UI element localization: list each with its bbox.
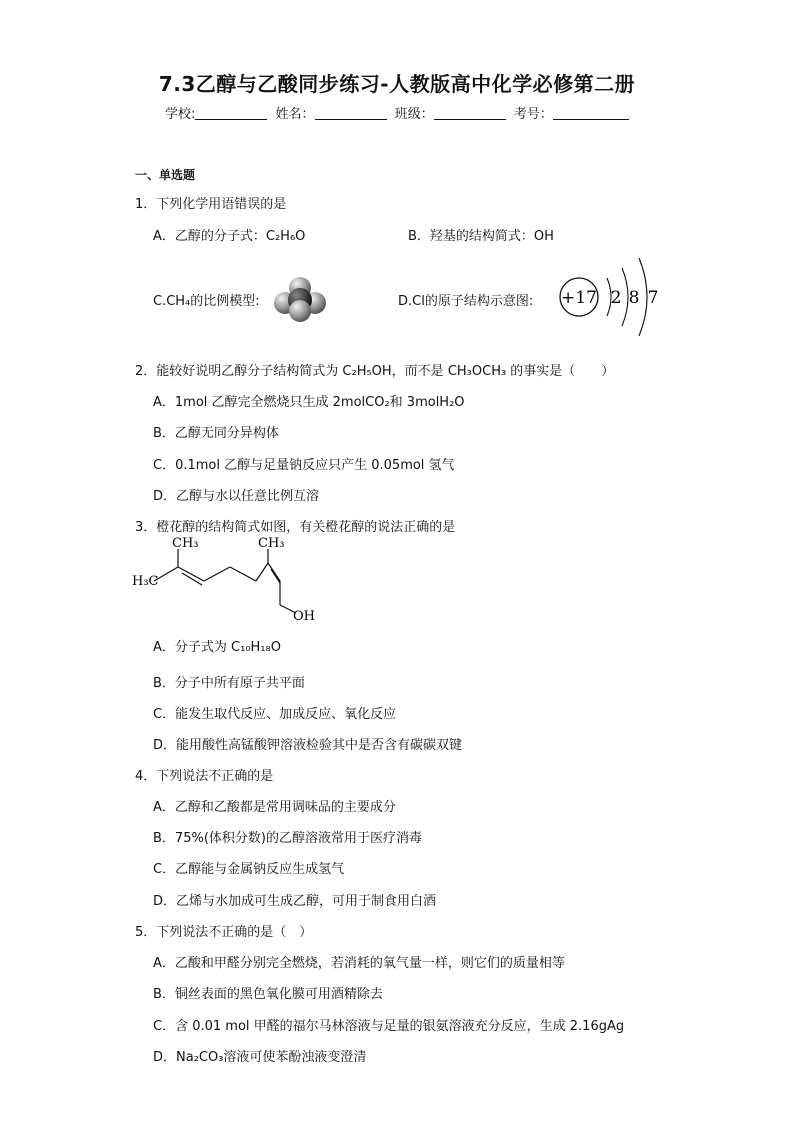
shell-arc-3 xyxy=(639,258,647,336)
class-blank[interactable] xyxy=(434,107,506,120)
q3-stem: 3．橙花醇的结构简式如图，有关橙花醇的说法正确的是 xyxy=(135,520,456,535)
oh-label: OH xyxy=(293,609,315,624)
q4-stem: 4．下列说法不正确的是 xyxy=(135,769,274,784)
q3-option-c: C．能发生取代反应、加成反应、氧化反应 xyxy=(153,707,397,722)
q2-option-a: A．1mol 乙醇完全燃烧只生成 2molCO₂和 3molH₂O xyxy=(153,395,465,410)
nerol-structure-formula xyxy=(128,533,328,625)
q2-option-d: D．乙醇与水以任意比例互溶 xyxy=(153,489,320,504)
page-title: 7.3乙醇与乙酸同步练习-人教版高中化学必修第二册 xyxy=(158,72,636,96)
q4-option-a: A．乙醇和乙酸都是常用调味品的主要成分 xyxy=(153,800,396,815)
q2-option-c: C．0.1mol 乙醇与足量钠反应只产生 0.05mol 氢气 xyxy=(153,458,455,473)
exam-no-blank[interactable] xyxy=(553,107,629,120)
q5-option-d: D．Na₂CO₃溶液可使苯酚浊液变澄清 xyxy=(153,1050,367,1065)
ch3-label-2: CH₃ xyxy=(258,536,285,551)
shell-electrons-1: 2 xyxy=(610,288,622,308)
shell-electrons-2: 8 xyxy=(628,288,640,308)
school-label: 学校: xyxy=(165,107,196,122)
name-blank[interactable] xyxy=(315,107,387,120)
ch3-label-1: CH₃ xyxy=(172,536,199,551)
q5-stem: 5．下列说法不正确的是（ ） xyxy=(135,925,313,940)
q2-option-b: B．乙醇无同分异构体 xyxy=(153,426,279,441)
shell-arc-2 xyxy=(622,268,628,326)
section-heading: 一、单选题 xyxy=(135,168,196,182)
q1-option-d: D.Cl的原子结构示意图: xyxy=(398,294,534,309)
q1-option-b: B．羟基的结构简式：OH xyxy=(408,229,554,244)
q4-option-c: C．乙醇能与金属钠反应生成氢气 xyxy=(153,862,345,877)
q1-stem: 1．下列化学用语错误的是 xyxy=(135,197,287,212)
h3c-label: H₃C xyxy=(132,574,159,589)
school-blank[interactable] xyxy=(195,107,267,120)
cl-atom-structure-diagram xyxy=(555,248,665,344)
class-label: 班级： xyxy=(394,107,434,122)
q3-option-a: A．分子式为 C₁₀H₁₈O xyxy=(153,640,281,655)
q3-option-b: B．分子中所有原子共平面 xyxy=(153,676,305,691)
name-label: 姓名： xyxy=(275,107,315,122)
q3-option-d: D．能用酸性高锰酸钾溶液检验其中是否含有碳碳双键 xyxy=(153,738,463,753)
q1-option-a: A．乙醇的分子式：C₂H₆O xyxy=(153,229,306,244)
q5-option-c: C．含 0.01 mol 甲醛的福尔马林溶液与足量的银氨溶液充分反应，生成 2.16gAg xyxy=(153,1019,625,1034)
q1-option-c: C.CH₄的比例模型: xyxy=(153,294,260,309)
ch4-space-filling-model xyxy=(272,276,328,322)
q4-option-d: D．乙烯与水加成可生成乙醇，可用于制食用白酒 xyxy=(153,894,437,909)
q5-option-b: B．铜丝表面的黑色氧化膜可用酒精除去 xyxy=(153,987,383,1002)
nucleus-charge: +17 xyxy=(561,288,597,308)
q2-stem: 2．能较好说明乙醇分子结构简式为 C₂H₅OH，而不是 CH₃OCH₃ 的事实是（ ） xyxy=(135,364,615,379)
exam-no-label: 考号： xyxy=(513,107,553,122)
shell-electrons-3: 7 xyxy=(647,288,659,308)
student-info-line xyxy=(165,103,633,122)
q5-option-a: A．乙酸和甲醛分别完全燃烧，若消耗的氧气量一样，则它们的质量相等 xyxy=(153,956,565,971)
q4-option-b: B．75%(体积分数)的乙醇溶液常用于医疗消毒 xyxy=(153,831,422,846)
